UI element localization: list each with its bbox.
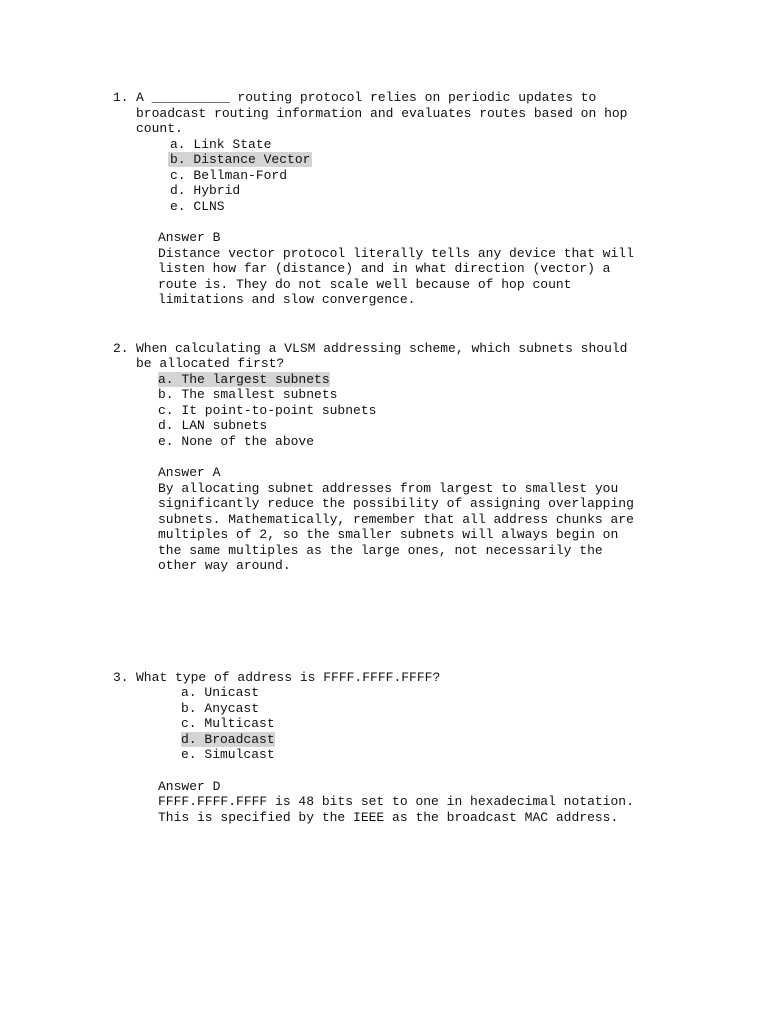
option-a: a. Link State — [170, 137, 272, 152]
explanation-line: subnets. Mathematically, remember that all address chunks are — [158, 512, 634, 527]
option-c: c. Multicast — [181, 716, 275, 731]
explanation-line: By allocating subnet addresses from largest to smallest you — [158, 481, 619, 496]
option-b: b. The smallest subnets — [158, 387, 338, 402]
explanation-line: multiples of 2, so the smaller subnets will always begin on — [158, 527, 619, 542]
explanation-line: This is specified by the IEEE as the broadcast MAC address. — [158, 810, 619, 825]
option-e: e. Simulcast — [181, 747, 275, 762]
option-b-highlighted: b. Distance Vector — [170, 152, 311, 167]
option-a-highlighted: a. The largest subnets — [158, 372, 330, 387]
option-c: c. It point-to-point subnets — [158, 403, 377, 418]
explanation-line: Distance vector protocol literally tells any device that will — [158, 246, 634, 261]
explanation-line: the same multiples as the large ones, not necessarily the — [158, 543, 603, 558]
option-d-highlighted: d. Broadcast — [181, 732, 275, 747]
option-d: d. LAN subnets — [158, 418, 268, 433]
explanation-line: limitations and slow convergence. — [158, 292, 416, 307]
question-stem-line: A __________ routing protocol relies on periodic updates to — [136, 90, 597, 105]
option-c: c. Bellman-Ford — [170, 168, 288, 183]
explanation-line: significantly reduce the possibility of assigning overlapping — [158, 496, 634, 511]
explanation-line: FFFF.FFFF.FFFF is 48 bits set to one in hexadecimal notation. — [158, 794, 634, 809]
answer-label: Answer A — [158, 465, 221, 480]
question-number: 3. — [113, 670, 129, 685]
answer-label: Answer D — [158, 779, 221, 794]
option-e: e. None of the above — [158, 434, 315, 449]
question-stem-line: be allocated first? — [136, 356, 285, 371]
question-number: 2. — [113, 341, 129, 356]
explanation-line: route is. They do not scale well because of hop count — [158, 277, 572, 292]
question-stem-line: broadcast routing information and evaluates routes based on hop — [136, 106, 628, 121]
question-number: 1. — [113, 90, 129, 105]
option-d: d. Hybrid — [170, 183, 241, 198]
explanation-line: other way around. — [158, 558, 291, 573]
option-a: a. Unicast — [181, 685, 260, 700]
option-e: e. CLNS — [170, 199, 225, 214]
answer-label: Answer B — [158, 230, 221, 245]
explanation-line: listen how far (distance) and in what direction (vector) a — [158, 261, 611, 276]
question-stem-line: count. — [136, 121, 183, 136]
question-stem-line: When calculating a VLSM addressing scheme, which subnets should — [136, 341, 628, 356]
option-b: b. Anycast — [181, 701, 260, 716]
question-stem-line: What type of address is FFFF.FFFF.FFFF? — [136, 670, 441, 685]
